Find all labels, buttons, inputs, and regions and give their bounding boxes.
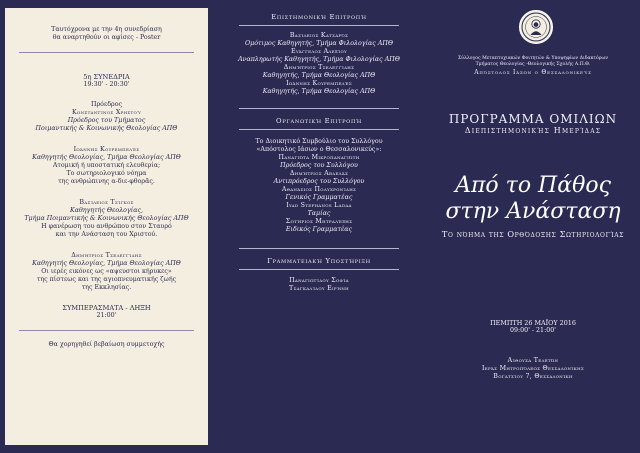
event-tagline: Το νόημα της Ορθόδοξης Σωτηριολογίας <box>441 229 625 239</box>
chair-name: Κωνσταντίνος Χρηστού <box>72 109 141 116</box>
talk-title: της πίστεως και της αγιοπνευματικής ζωής <box>36 276 177 283</box>
secretarial-support-heading: Γραμματειακή Υποστήριξη <box>267 257 371 265</box>
member-role: Αντιπρόεδρος του Συλλόγου <box>273 178 365 185</box>
speaker-affiliation: Καθηγητής Θεολογίας, Τμήμα Θεολογίας ΑΠΘ <box>32 154 181 161</box>
event-title: στην Ανάσταση <box>445 199 621 224</box>
speaker-affiliation: Τμήμα Ποιμαντικής & Κοινωνικής Θεολογίας ΑΠΘ <box>24 215 189 222</box>
talk-title: Το σωτηριολογικό νόημα <box>66 170 147 177</box>
venue-line: Ιεράς Μητροπόλεως Θεσσαλονίκης <box>481 365 585 372</box>
speaker-name: Ιωάννης Κουρεμπελές <box>73 146 140 153</box>
member-name: Αθανάσιος Πολυχρονίδης <box>281 186 357 193</box>
session-label: 5η ΣΥΝΕΔΡΙΑ <box>83 73 130 81</box>
middle-panel <box>212 0 426 453</box>
chair-role: Ποιμαντικής & Κοινωνικής Θεολογίας ΑΠΘ <box>35 125 178 132</box>
program-title: ΠΡΟΓΡΑΜΜΑ ΟΜΙΛΙΩΝ <box>448 112 618 126</box>
venue-line: Βογατσίου 7, Θεσσαλονίκη <box>493 373 573 380</box>
divider <box>239 269 399 270</box>
venue-line: Αίθουσα Τελετών <box>507 357 559 364</box>
member-role: Ομότιμος Καθηγητής, Τμήμα Φιλολογίας ΑΠΘ <box>244 40 394 47</box>
left-panel <box>0 0 212 453</box>
speaker-affiliation: Καθηγητής Θεολογίας, Τμήμα Θεολογίας ΑΠΘ <box>32 260 181 267</box>
org-line: Τμήματος Θεολογίας -Θεολογικής Σχολής Α.Π.Θ. <box>475 62 591 67</box>
divider <box>239 25 399 26</box>
member-role: Πρόεδρος του Συλλόγου <box>280 162 358 169</box>
member-role: Καθηγητής, Τμήμα Θεολογίας ΑΠΘ <box>262 88 376 95</box>
program-card <box>5 8 208 445</box>
conclusions-time: 21:00' <box>96 312 117 319</box>
organizing-intro: Το Διοικητικό Συμβούλιο του Συλλόγου <box>255 138 383 145</box>
member-name: Βασίλειος Κατσαρός <box>289 32 349 39</box>
divider <box>239 108 399 109</box>
chair-label: Πρόεδρος <box>90 101 123 108</box>
support-member: Παναγιωτίδου Σοφία <box>289 277 349 284</box>
member-role: Αναπληρωτής Καθηγητής, Τμήμα Φιλολογίας ΑΠΘ <box>238 56 400 63</box>
talk-title: της ανθρώπινης α-διε-φθορᾶς. <box>58 178 155 185</box>
program-subtitle: Διεπιστημονικής Ημερίδας <box>464 126 602 135</box>
member-name: Ευάγγελος Αλεξίου <box>290 48 348 55</box>
scientific-committee-list <box>212 32 426 96</box>
right-panel <box>426 0 640 453</box>
talk-title: Ατομική ή υποστατική ελευθερία; <box>52 162 161 169</box>
member-name: Σωτήριος Μητραλέξης <box>285 218 353 225</box>
speaker-name: Δημήτριος Τσελεγγίδης <box>71 252 142 259</box>
member-role: Καθηγητής, Τμήμα Θεολογίας ΑΠΘ <box>262 72 376 79</box>
member-role: Ταμίας <box>307 210 331 217</box>
speaker-name: Βασίλειος Τσίγκος <box>79 199 134 206</box>
talk-title: Οι ιερές εικόνες ως «αψευστοι κήρυκες» <box>41 268 172 275</box>
member-role: Γενικός Γραμματέας <box>285 194 353 201</box>
intro-line: θα αναρτηθούν οι αφίσες - Poster <box>52 34 161 41</box>
divider <box>19 52 194 53</box>
talk-3 <box>5 252 208 292</box>
organizing-committee-list <box>212 154 426 234</box>
divider <box>239 248 399 249</box>
event-time: 09:00' - 21:00' <box>510 327 556 334</box>
session-time: 19:30' - 20:30' <box>83 81 130 88</box>
talk-title: της Εκκλησίας. <box>81 284 132 291</box>
member-name: Iyad Stephanos Ladaa <box>286 202 352 209</box>
speaker-affiliation: Καθηγητής Θεολογίας, <box>70 207 143 214</box>
saint-icon <box>520 11 552 43</box>
talk-title: Η φανέρωση του ανθρώπου στον Σταυρό <box>41 223 172 230</box>
member-role: Ειδικός Γραμματέας <box>285 226 353 233</box>
talk-title: και την Ανάσταση του Χριστού. <box>55 231 158 238</box>
chair-role: Πρόεδρος του Τμήματος <box>67 117 146 124</box>
divider <box>19 330 194 331</box>
member-name: Δημήτριος Αβδελάς <box>289 170 349 177</box>
divider <box>239 129 399 130</box>
conclusions-label: ΣΥΜΠΕΡΑΣΜΑΤΑ - ΛΗΞΗ <box>62 304 151 312</box>
event-title: Από το Πάθος <box>455 173 611 198</box>
association-logo <box>519 10 553 44</box>
talk-1 <box>5 146 208 186</box>
member-name: Ιωάννης Κουρεμπελές <box>286 80 352 87</box>
member-name: Παναγιώτα Μικροπαναγιώτη <box>278 154 360 161</box>
scientific-committee-heading: Επιστημονική Επιτροπή <box>271 13 367 21</box>
event-date: ΠΕΜΠΤΗ 26 ΜΑΪΟΥ 2016 <box>490 319 576 327</box>
org-line: Σύλλογος Μεταπτυχιακών Φοιτητών & Υποψηφίων Διδακτόρων <box>457 56 609 61</box>
org-name: Απόστολος Ιάσων ο Θεσσαλονικεύς <box>474 69 592 76</box>
intro-line: Ταυτόχρονα με την 4η συνεδρίαση <box>51 26 162 33</box>
certificate-note: Θα χορηγηθεί βεβαίωση συμμετοχής <box>48 341 165 348</box>
talk-2 <box>5 199 208 239</box>
support-member: Τσαγκαλίδου Ειρήνη <box>289 285 349 292</box>
organizing-committee-heading: Οργανωτική Επιτροπή <box>276 117 362 125</box>
organizing-intro: «Απόστολος Ιάσων ο Θεσσαλονικεύς»: <box>256 146 382 153</box>
member-name: Δημήτριος Τσελεγγίδης <box>283 64 355 71</box>
